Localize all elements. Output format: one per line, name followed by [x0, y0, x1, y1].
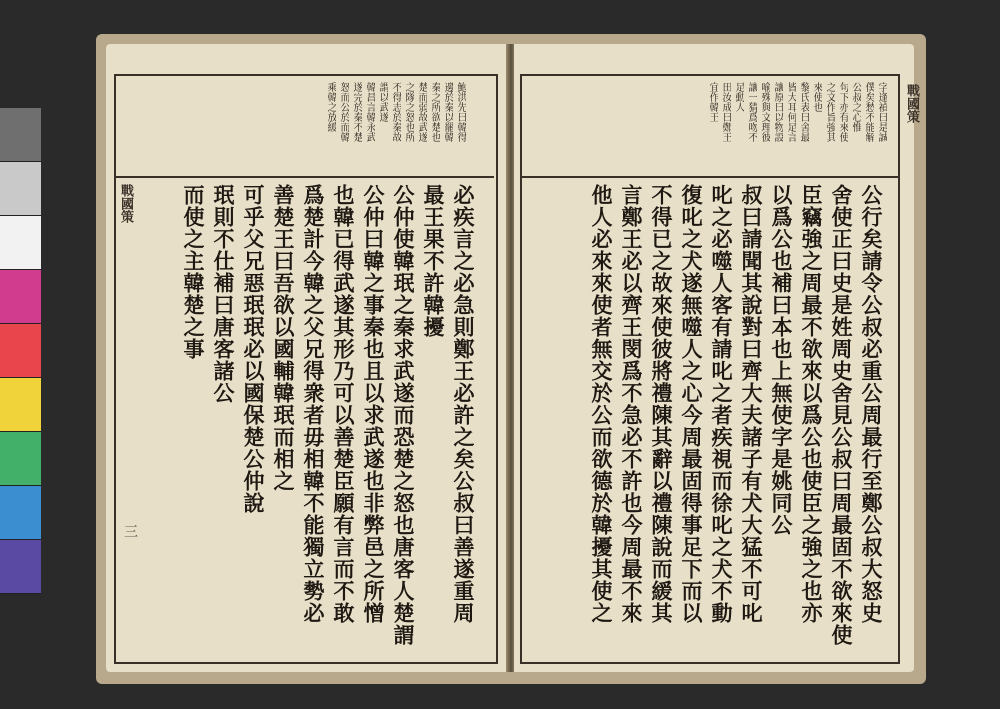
left-header-divider: [116, 176, 494, 178]
color-swatch: [0, 378, 41, 432]
text-column: 最王果不許韓擾: [421, 184, 446, 338]
header-note-column: 喻殊與文理彼: [759, 82, 770, 142]
color-swatch: [0, 216, 41, 270]
text-column: 善楚王曰吾欲以國輔韓珉而相之: [271, 184, 296, 492]
right-edge-label: 戰國策: [904, 84, 919, 123]
text-column: 臣竊強之周最不欲來以爲公也使臣之強之也亦: [799, 184, 824, 624]
text-column: 可乎父兄惡珉珉必以國保楚公仲說: [241, 184, 266, 514]
header-note-column: 宜作韓王: [707, 82, 718, 122]
left-header-notes: [201, 82, 466, 172]
header-note-column: 之隊之怒也所: [403, 82, 414, 142]
text-column: 他人必來來使者無交於公而欲德於韓擾其使之: [589, 184, 614, 624]
text-column: 而使之主韓楚之事: [181, 184, 206, 360]
header-note-column: 遂完於秦不楚: [351, 82, 362, 142]
text-column: 公行矣請令公叔必重公周最行至鄭公叔大怒史: [859, 184, 884, 624]
left-edge-label: 戰國策: [118, 184, 133, 223]
header-note-column: 韓昌言韓永武: [364, 82, 375, 142]
text-column: 公仲使韓珉之秦求武遂而恐楚之怒也唐客人楚謂: [391, 184, 416, 646]
header-note-column: 讓一猜爲吻不: [746, 82, 757, 142]
header-note-column: 秦之所欲楚也: [429, 82, 440, 142]
header-note-column: 之文作旨強其: [824, 82, 835, 142]
header-note-column: 公叔之心惟: [850, 82, 861, 132]
header-note-column: 鮑洪先曰韓得: [455, 82, 466, 142]
text-column: 珉則不仕補曰唐客諸公: [211, 184, 236, 404]
header-note-column: 怒而公於而韓: [338, 82, 349, 142]
header-note-column: 乘韓之放緩: [325, 82, 336, 132]
text-column: 必疾言之必急則鄭王必許之矣公叔曰善遂重周: [451, 184, 476, 624]
header-note-column: 讓原曰以物設: [772, 82, 783, 142]
folio-number: 三: [122, 524, 138, 538]
text-column: 舍使正曰史是姓周史舍見公叔曰周最固不欲來使: [829, 184, 854, 646]
text-column: 以爲公也補曰本也上無使字是姚同公: [769, 184, 794, 536]
color-swatch: [0, 432, 41, 486]
color-swatch: [0, 162, 41, 216]
text-column: 公仲曰韓之事秦也且以求武遂也非弊邑之所憎: [361, 184, 386, 624]
text-column: 叱之必噬人客有請叱之者疾視而徐叱之犬不動: [709, 184, 734, 624]
color-swatch: [0, 324, 41, 378]
left-body-text: [136, 184, 476, 654]
header-note-column: 來使也: [811, 82, 822, 112]
text-column: 叔曰請聞其說對曰齊大夫諸子有犬大猛不可叱: [739, 184, 764, 624]
header-note-column: 字逢禎曰是誠: [876, 82, 887, 142]
header-note-column: 句下亦有來使: [837, 82, 848, 142]
header-note-column: 田汝成曰鄭王: [720, 82, 731, 142]
text-column: 不得已之故來使彼將禮陳其辭以禮陳說而緩其: [649, 184, 674, 624]
color-swatch: [0, 270, 41, 324]
right-header-notes: [602, 82, 887, 172]
open-book: [96, 34, 926, 684]
header-note-column: 皆大耳何足言: [785, 82, 796, 142]
right-body-text: [528, 184, 884, 654]
right-page: [514, 44, 919, 672]
color-swatch: [0, 486, 41, 540]
header-note-column: 黎氏表曰舍最: [798, 82, 809, 142]
header-note-column: 謂以武遂: [377, 82, 388, 122]
color-swatch: [0, 108, 41, 162]
header-note-column: 不得志於秦故: [390, 82, 401, 142]
color-calibration-chart: [0, 108, 41, 588]
header-note-column: 邊於秦以罷韓: [442, 82, 453, 142]
text-column: 言鄭王必以齊王閔爲不急必不許也今周最不來: [619, 184, 644, 624]
header-note-column: 足動人: [733, 82, 744, 112]
right-header-divider: [522, 176, 898, 178]
text-column: 也韓已得武遂其形乃可以善楚臣願有言而不敢: [331, 184, 356, 624]
text-column: 復叱之犬遂無噬人之心今周最固得事足下而以: [679, 184, 704, 624]
header-note-column: 僕矣愁不能解: [863, 82, 874, 142]
text-column: 爲楚計今韓之父兄得衆者毋相韓不能獨立勢必: [301, 184, 326, 624]
header-note-column: 楚而弱故武遂: [416, 82, 427, 142]
color-swatch: [0, 540, 41, 594]
left-page: [106, 44, 508, 672]
